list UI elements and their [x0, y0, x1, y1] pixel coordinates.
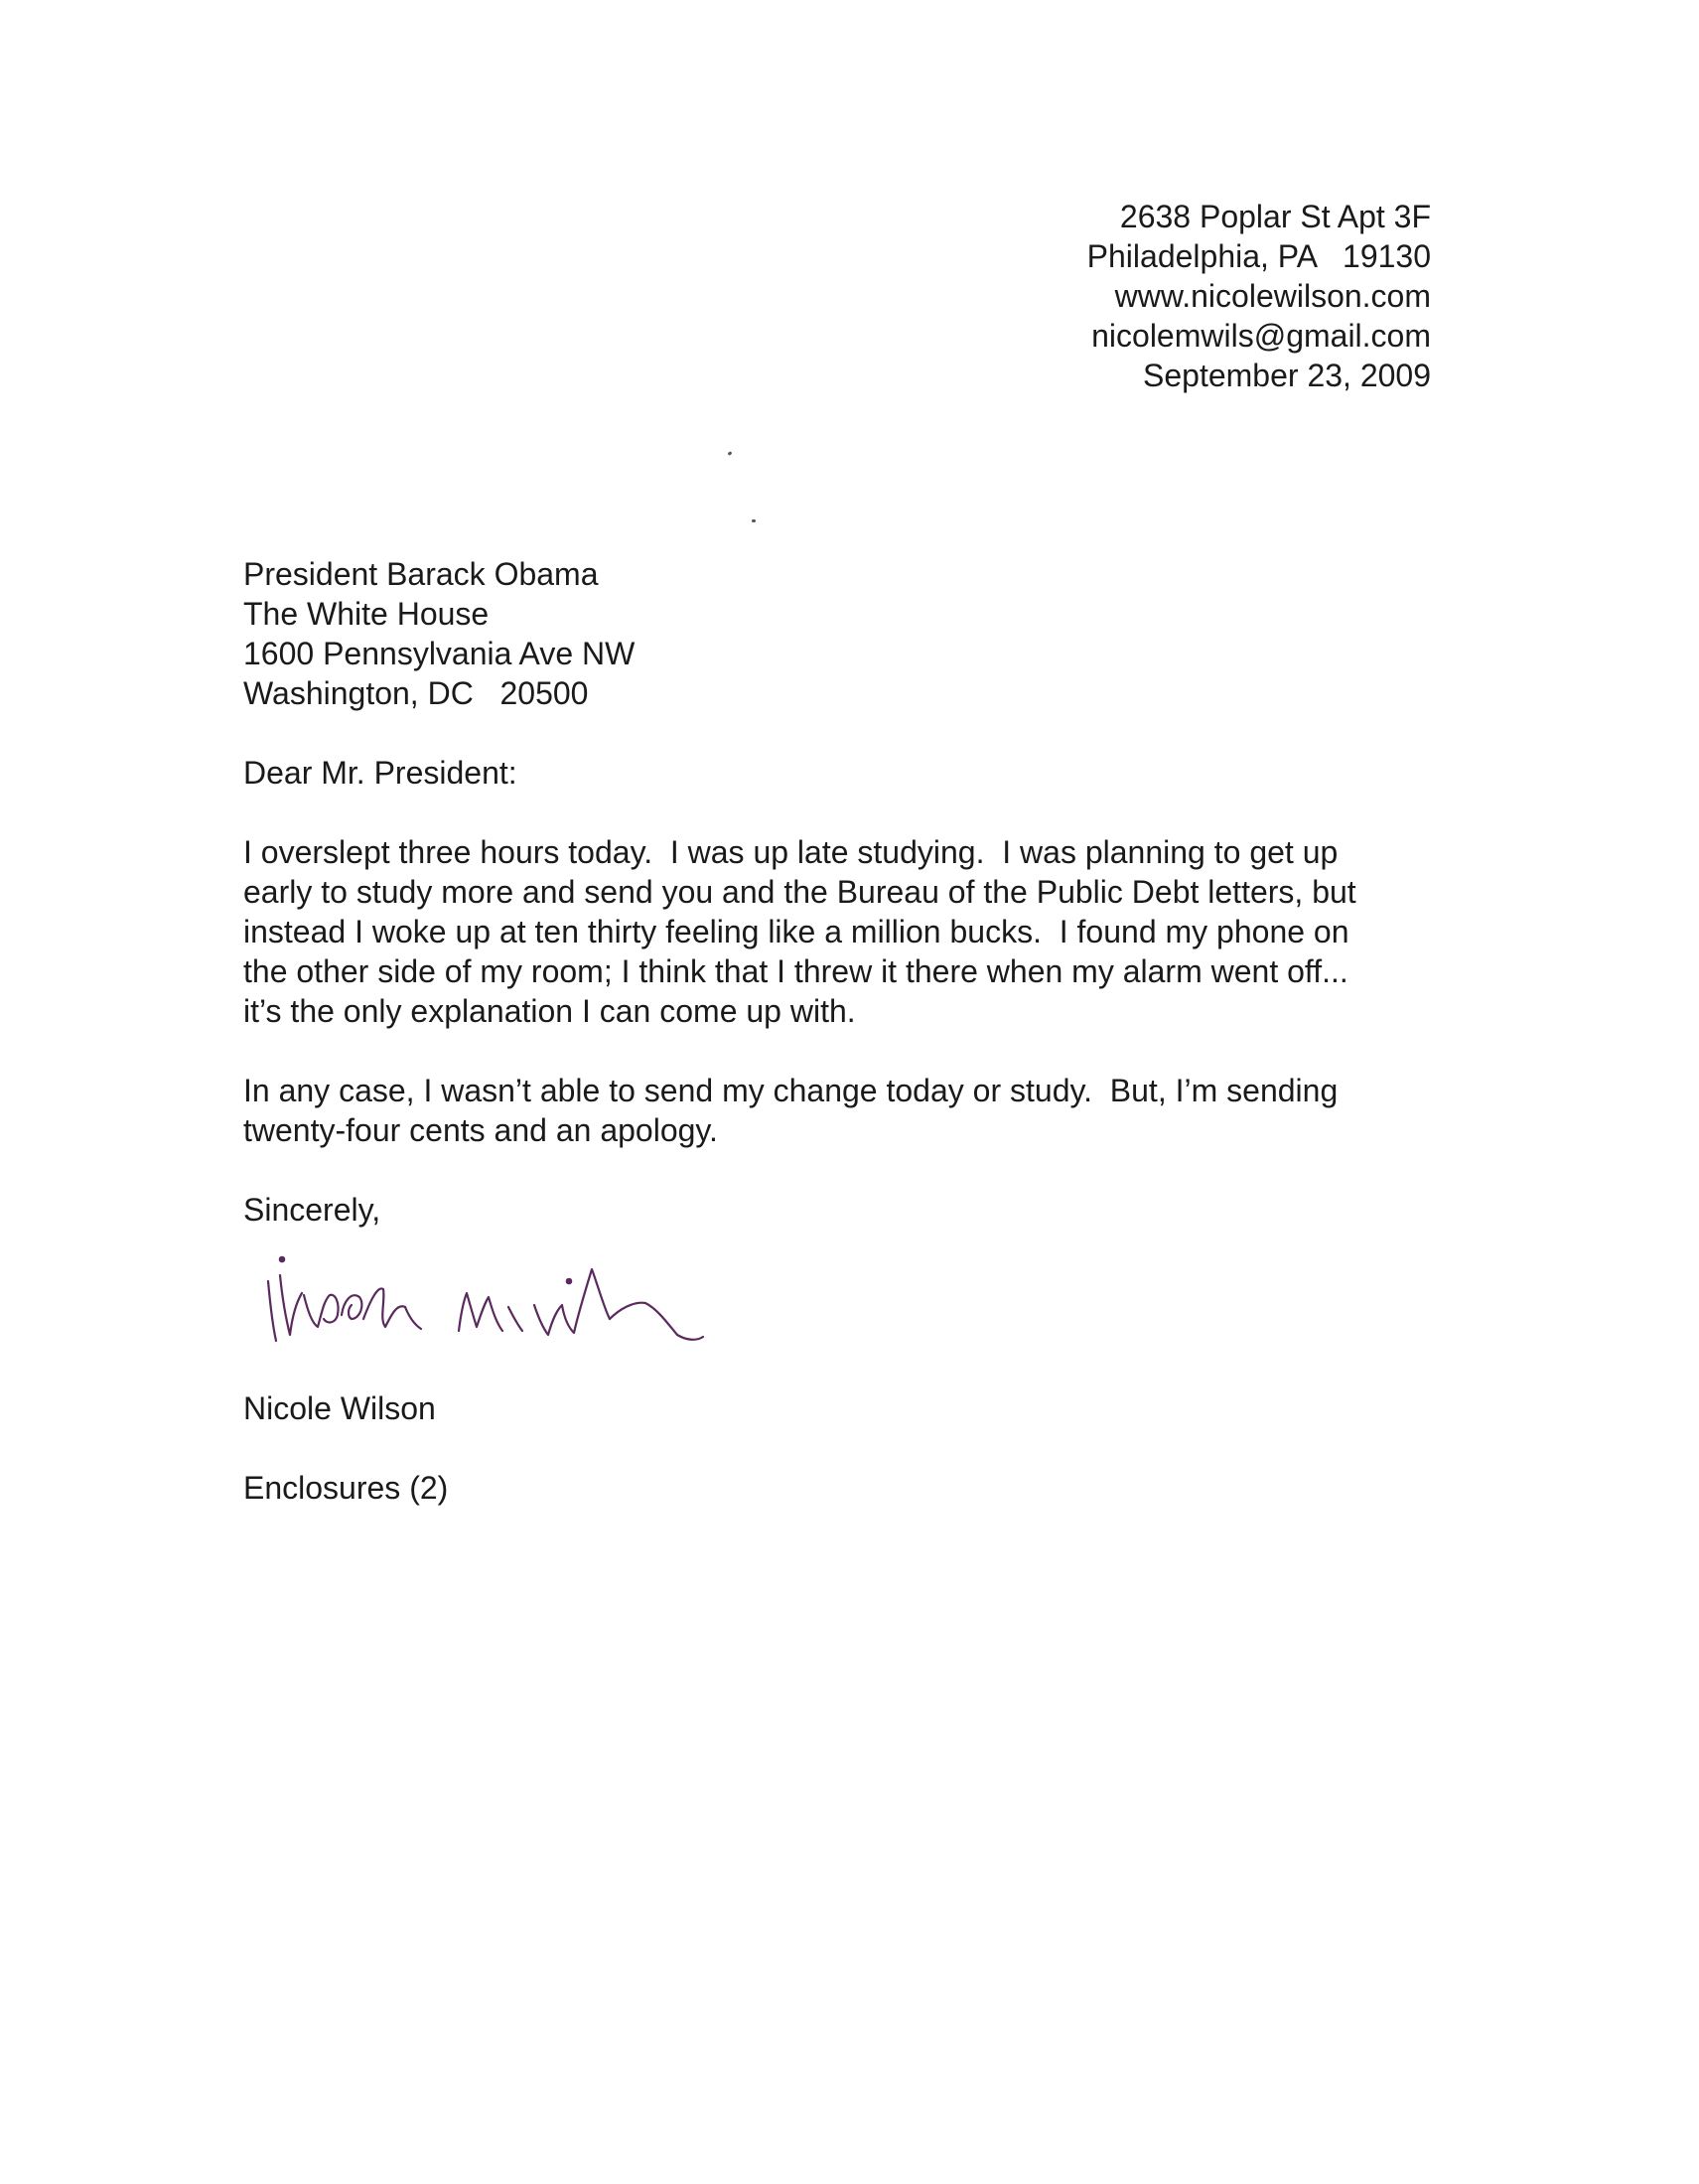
body-line: the other side of my room; I think that I threw it there when my alarm went off... [243, 953, 1348, 989]
recipient-name: President Barack Obama [243, 556, 599, 592]
body-line: instead I woke up at ten thirty feeling like a million bucks. I found my phone on [243, 914, 1349, 949]
sender-address-line1: 2638 Poplar St Apt 3F [1119, 199, 1431, 234]
paper-speck [752, 519, 756, 522]
body-line: In any case, I wasn’t able to send my change today or study. But, I’m sending [243, 1073, 1339, 1108]
sender-address-block [1087, 197, 1431, 395]
body-paragraph-1 [243, 832, 1435, 1031]
sender-email: nicolemwils@gmail.com [1091, 318, 1431, 354]
body-line: early to study more and send you and the Bureau of the Public Debt letters, but [243, 874, 1356, 910]
sender-address-line2: Philadelphia, PA 19130 [1086, 238, 1431, 274]
body-line: I overslept three hours today. I was up late studying. I was planning to get up [243, 834, 1339, 870]
letter-body [243, 832, 1435, 1190]
recipient-street: 1600 Pennsylvania Ave NW [243, 636, 636, 671]
body-paragraph-2 [243, 1071, 1435, 1150]
signer-name: Nicole Wilson [243, 1390, 436, 1426]
salutation: Dear Mr. President: [243, 755, 517, 791]
body-line: twenty-four cents and an apology. [243, 1112, 718, 1148]
recipient-organization: The White House [243, 596, 490, 632]
closing: Sincerely, [243, 1192, 381, 1228]
handwritten-signature [260, 1224, 836, 1363]
recipient-address-block [243, 554, 635, 713]
body-line: it’s the only explanation I can come up with. [243, 993, 856, 1029]
enclosures-note: Enclosures (2) [243, 1470, 449, 1506]
recipient-city-state-zip: Washington, DC 20500 [243, 675, 589, 711]
letter-date: September 23, 2009 [1143, 358, 1431, 393]
paper-speck [728, 451, 733, 456]
sender-website: www.nicolewilson.com [1114, 278, 1431, 314]
